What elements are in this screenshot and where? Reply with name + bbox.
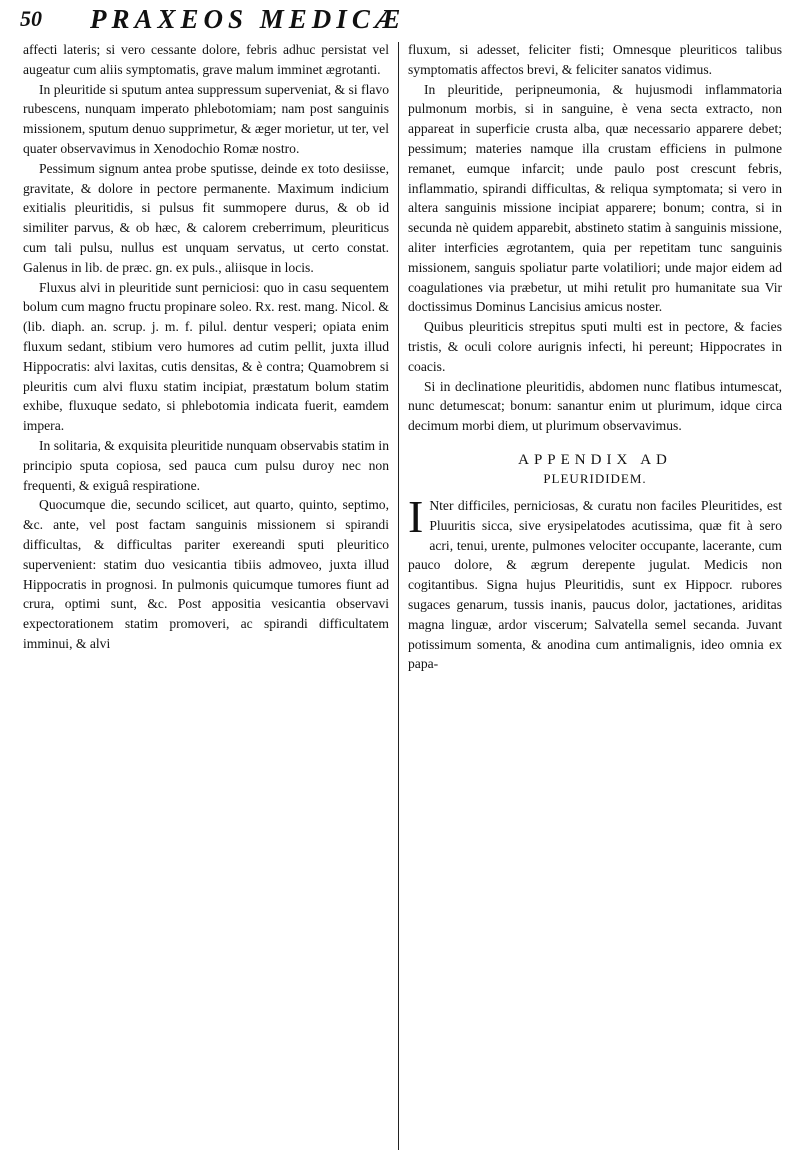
paragraph: Quibus pleuriticis strepitus sputi multi est in pectore, & facies tristis, & oculi colore aurignis infecti, hi pereunt; Hippocrates in coacis. xyxy=(408,319,782,374)
page-header xyxy=(20,4,780,34)
paragraph: In pleuritide, peripneumonia, & hujusmodi inflammatoria pulmonum morbis, si in sanguine, è vena secta extracto, non appareat in superficie crusta alba, quæ necessario apparere debet; pessimum; materies namque illa crustam efficiens in pulmone remanet, eumque infarcit; unde paulo post crescunt febris, inflammatio, spirandi difficultas, & reliqua symptomata; si vero in altera sanguinis missione incipiat apparere; bonum; contra, si in secunda nè quidem apparebit, abstineto statim à sanguinis missione, aliter interficies ægrotantem, quia per repetitam tunc sanguinis missionem, sanguis spoliatur parte volatiliori; unde major eidem ad coagulationes via præbetur, ut mihi retulit pro humanitate sua Vir doctissimus Dominus Lancisius amicus noster. xyxy=(408,81,782,315)
appendix-text: Nter difficiles, perniciosas, & curatu non faciles Pleuritides, est Pluuritis sicca, sive erysipelatodes acutissima, quæ fit à sero acri, tenui, urente, pulmones velociter occupante, lacerante, cum pauco dolore, & ægrum derepente jugulat. Medicis non cogitantibus. Signa hujus Pleuritidis, sunt ex Hippocr. rubores sugaces genarum, tussis inanis, paucus dolor, jactationes, ariditas magna linguæ, ardor viscerum; Salvatella semel secanda. Juvant potissimum somenta, & anodina cum antimalignis, ideo omnia ex papa- xyxy=(408,497,782,672)
appendix-paragraph xyxy=(408,490,782,674)
paragraph: In solitaria, & exquisita pleuritide nunquam observabis statim in principio sputa copiosa, sed pauca cum pulsu duroy nec non frequenti, & exiguâ respiratione. xyxy=(23,437,389,493)
right-column xyxy=(408,40,782,1162)
paragraph: affecti lateris; si vero cessante dolore, febris adhuc persistat vel augeatur cum aliis symptomatis, grave malum imminet ægrotanti. xyxy=(23,42,389,77)
paragraph: Pessimum signum antea probe sputisse, deinde ex toto desiisse, gravitate, & dolore in pectore permanente. Maximum indicium exitialis pleuritidis, si pulsus fit summopere durus, & ob id similiter parvus, & ob hæc, & calorem creberrimum, pleuriticus cum tali pulsu, nullus est unquam servatus, ut certo constat. Galenus in lib. de præc. gn. ex puls., aliisque in locis. xyxy=(23,160,389,275)
page-number: 50 xyxy=(20,6,42,31)
column-divider xyxy=(398,42,399,1150)
paragraph: Quocumque die, secundo scilicet, aut quarto, quinto, septimo, &c. ante, vel post factam sanguinis missionem si spirandi difficultas, & difficultas pariter exereandi sputi pleuritico supervenient: statim duo vesicantia tibiis admoveo, juxta illud Hippocratis in prognosi. In pulmonis quicumque tumores fiunt ad crura, optimi sunt, &c. Post appositia vesicantia observavi expectorationem statim promoveri, ac spirandi difficultatem imminui, & alvi xyxy=(23,497,389,651)
left-column xyxy=(23,40,389,1162)
running-head: PRAXEOS MEDICÆ xyxy=(90,4,406,34)
appendix-subtitle: PLEURIDIDEM. xyxy=(543,470,647,486)
appendix-title: APPENDIX AD xyxy=(518,451,672,468)
paragraph: In pleuritide si sputum antea suppressum superveniat, & si flavo rubescens, nunquam imperato phlebotomiam; nam post sanguinis missionem, sputum denuo supprimetur, & æger morietur, ut ter, vel quater observavimus in Xenodochio Romæ nostro. xyxy=(23,81,389,156)
paragraph: Fluxus alvi in pleuritide sunt perniciosi: quo in casu sequentem bolum cum magno fructu propinare soleo. Rx. rest. mang. Nicol. & (lib. diaph. an. scrup. j. m. f. pilul. dentur vesperi; opiata enim fluxum sedant, stibium vero humores ad cutim pellit, juxta illud Hippocratis: alvi laxitas, cutis densitas, & è contra; Quamobrem si pleuritis cum alvi fluxu statim incipiat, præstatum bolum statim exhibe, fluxuque sedato, si phlebotomia indicata fuerit, eamdem impera. xyxy=(23,279,389,434)
paragraph: fluxum, si adesset, feliciter fisti; Omnesque pleuriticos talibus symptomatis affectos brevi, & feliciter sanatos vidimus. xyxy=(408,42,782,77)
drop-cap: I xyxy=(408,490,424,542)
paragraph: Si in declinatione pleuritidis, abdomen nunc flatibus intumescat, nunc detumescat; bonum: sanantur enim ut plurimum, idque circa decimum morbi diem, ut plurimum observavimus. xyxy=(408,378,782,434)
